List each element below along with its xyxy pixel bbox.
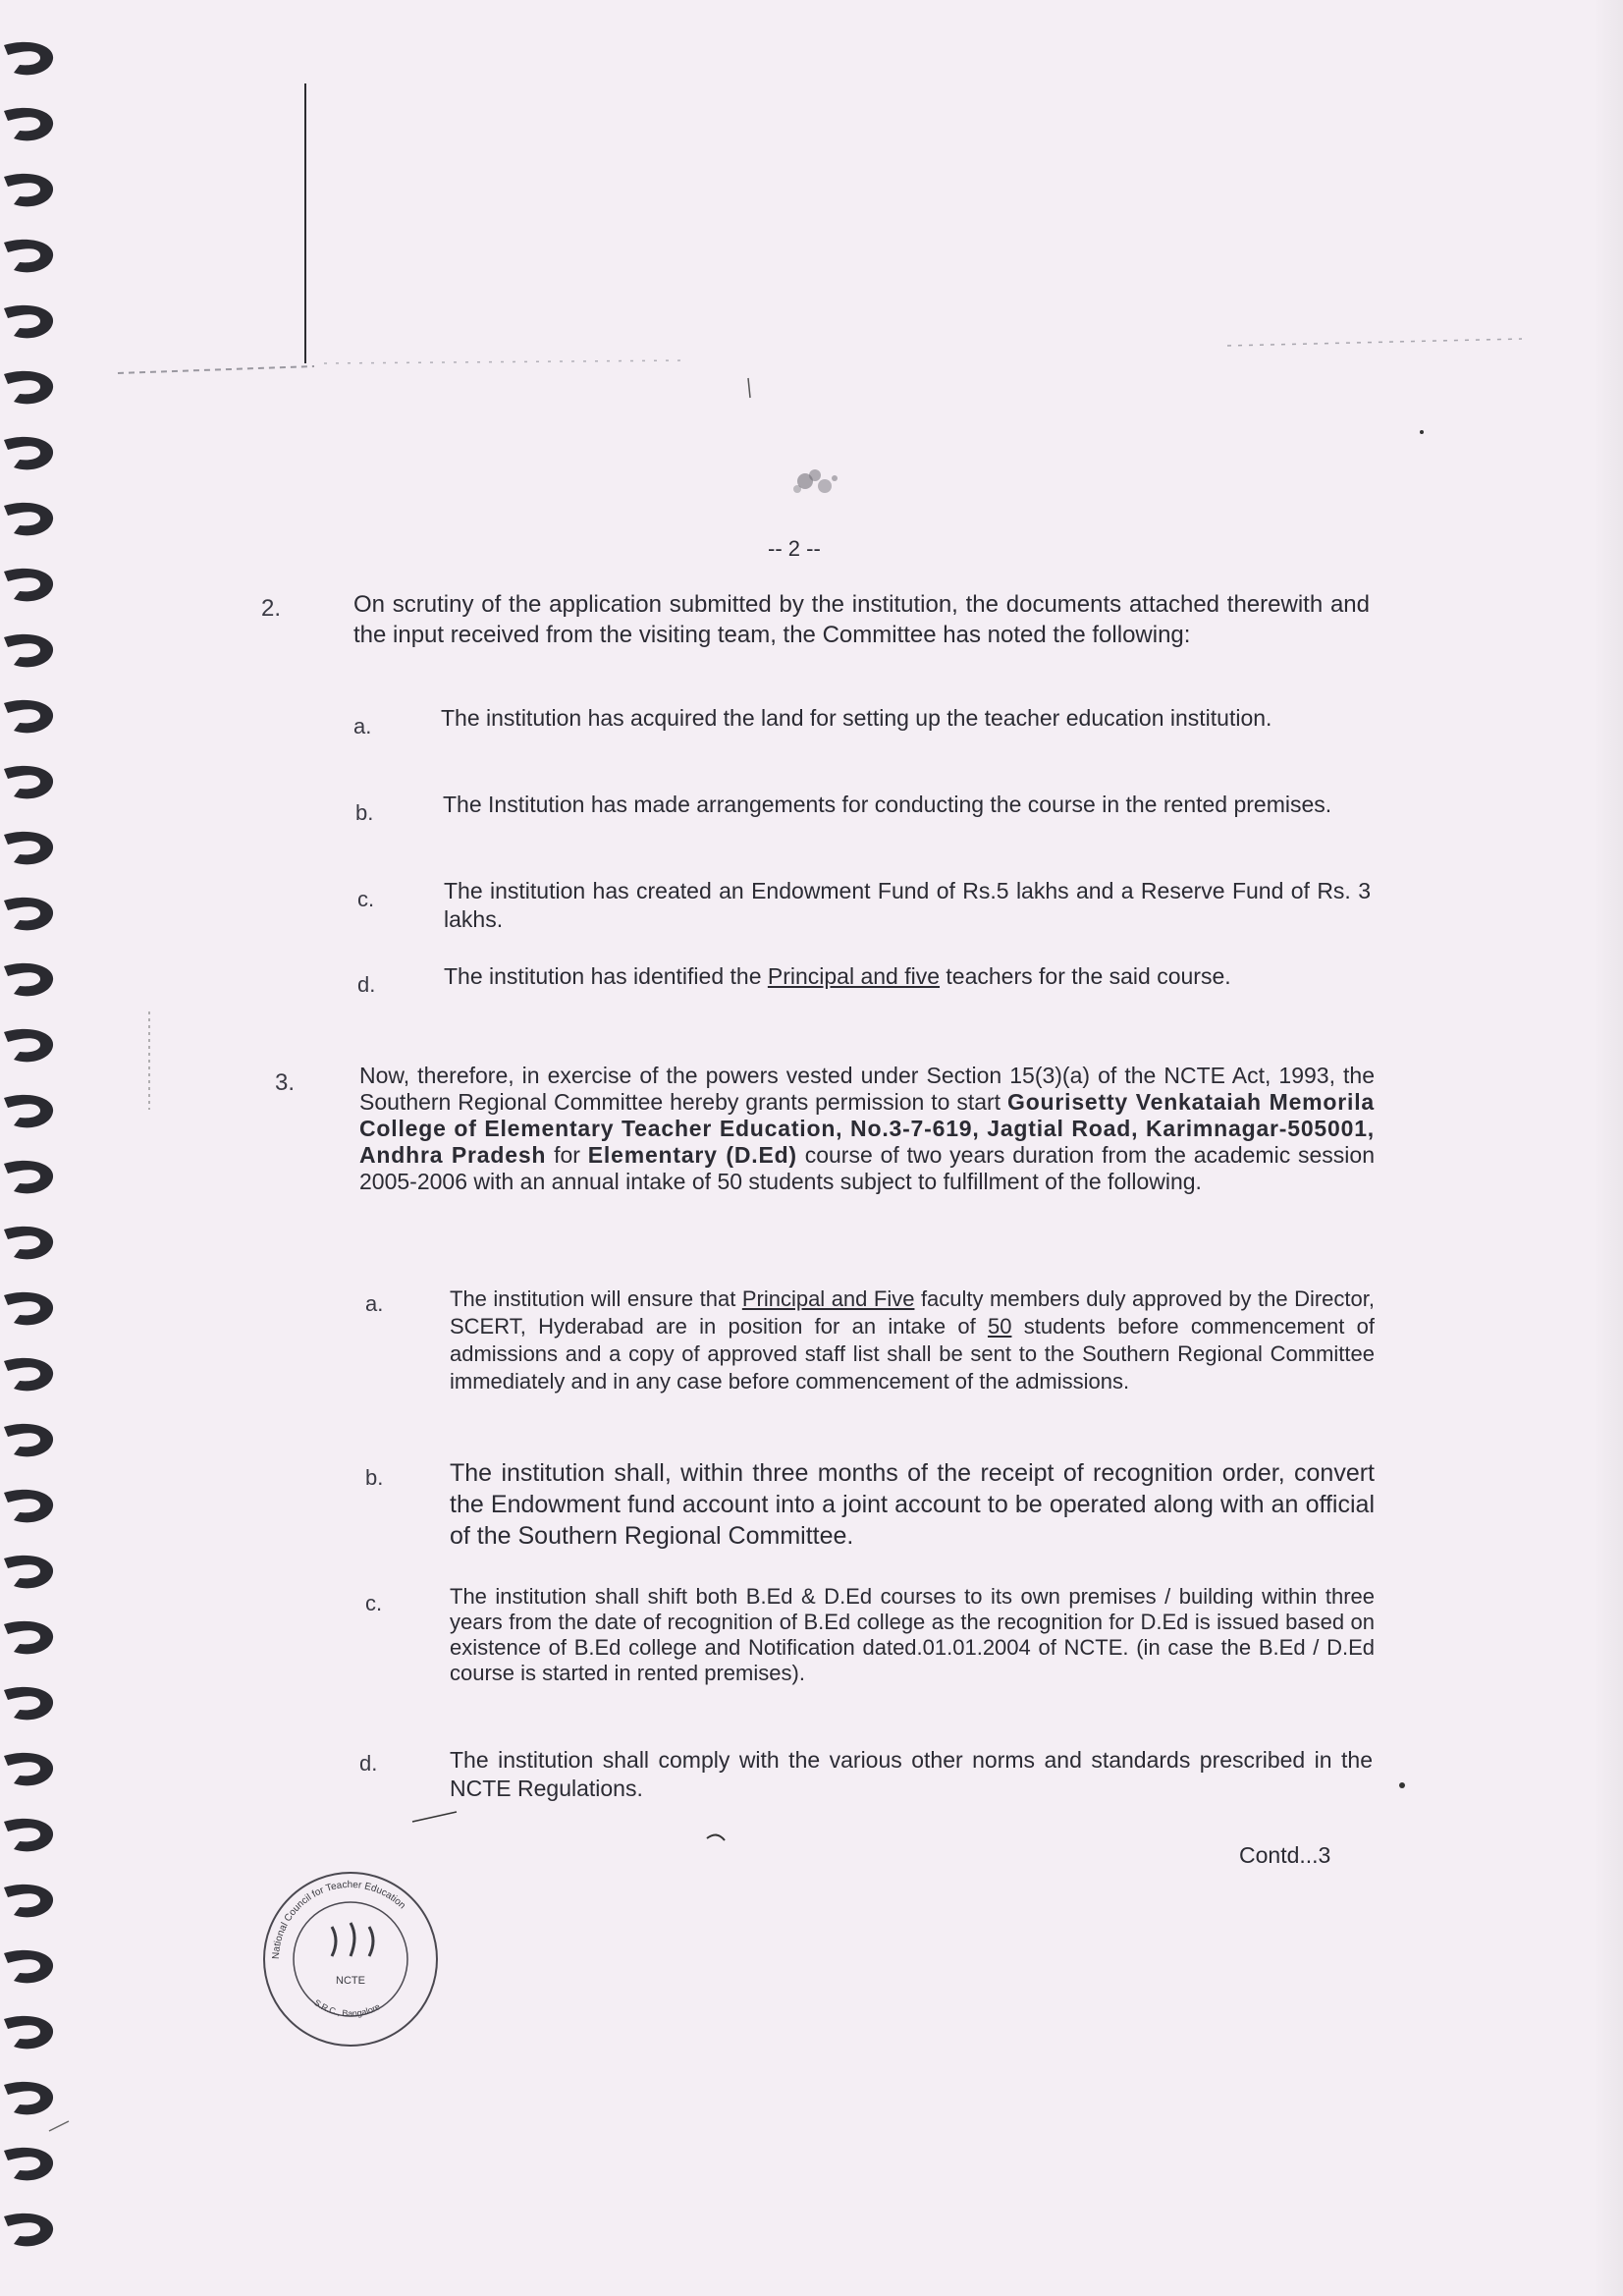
intake-50-underlined: 50 xyxy=(987,1314,1012,1339)
para2-item-a-text: The institution has acquired the land for setting up the teacher education institution. xyxy=(441,705,1272,731)
para3-part2: for xyxy=(546,1142,588,1168)
para3-item-a-label: a. xyxy=(365,1291,384,1316)
para2-item-a-label: a. xyxy=(353,714,372,738)
para3-part1: Now, therefore, in exercise of the powers vested under Section 15(3)(a) of the NCTE Act, 1993, the Southern Regional Committee hereby grants permission to start xyxy=(359,1063,1375,1115)
para3-item-d-text: The institution shall comply with the various other norms and standards prescribed in the NCTE Regulations. xyxy=(450,1747,1373,1801)
para2-item-d-text xyxy=(444,962,1373,991)
seal-inner-text: NCTE xyxy=(336,1975,365,1987)
seal-bottom-text: S.R.C., Bangalore xyxy=(312,1997,382,2019)
para3-item-a-before: The institution will ensure that xyxy=(450,1286,742,1311)
paragraph-2-number: 2. xyxy=(261,595,282,622)
para2-item-d-after: teachers for the said course. xyxy=(940,963,1231,989)
para2-item-b-text: The Institution has made arrangements for conducting the course in the rented premises. xyxy=(443,792,1332,817)
paragraph-3-number: 3. xyxy=(275,1069,296,1096)
para3-part3: course of two years duration from the academic session 2005-2006 with an annual intake of 50 students subject to fulfillment of the following. xyxy=(359,1142,1375,1194)
para3-item-c-text: The institution shall shift both B.Ed & D.Ed courses to its own premises / building within three years from the date of recognition of B.Ed college as the recognition for D.Ed is issued based on existence of B.Ed college and Notification dated.01.01.2004 of NCTE. (in case the B.Ed / D.Ed course is started in rented premises). xyxy=(450,1584,1375,1685)
seal-outer-text: National Council for Teacher Education xyxy=(270,1879,407,1960)
para2-item-c-label: c. xyxy=(357,887,375,911)
para3-item-b-text: The institution shall, within three months of the receipt of recognition order, convert the Endowment fund account into a joint account to be operated along with an official of the Southern Regional Committee. xyxy=(450,1459,1375,1550)
page-right-edge xyxy=(1594,0,1623,2296)
para3-item-d-label: d. xyxy=(359,1751,378,1776)
principal-and-five-underlined-2: Principal and Five xyxy=(741,1286,915,1311)
principal-and-five-underlined: Principal and five xyxy=(767,963,941,989)
spiral-binding-icon xyxy=(0,39,69,2288)
ncte-seal-icon xyxy=(257,1866,444,2052)
continued-marker: Contd...3 xyxy=(1239,1842,1331,1868)
para2-item-c-text: The institution has created an Endowment Fund of Rs.5 lakhs and a Reserve Fund of Rs. 3 lakhs. xyxy=(444,878,1371,932)
para2-item-d-label: d. xyxy=(357,972,376,997)
para2-item-d-before: The institution has identified the xyxy=(444,963,768,989)
svg-text:S.R.C., Bangalore xyxy=(312,1997,382,2018)
para3-item-c-label: c. xyxy=(365,1591,383,1615)
para3-item-a-after: students before commencement of admissions and a copy of approved staff list shall be sent to the Southern Regional Committee immediately and in any case before commencement of the admissions. xyxy=(450,1314,1375,1394)
para3-item-a-mid: faculty members duly approved by the Director, SCERT, Hyderabad are in position for an intake of xyxy=(450,1286,1375,1339)
course-name: Elementary (D.Ed) xyxy=(587,1142,797,1168)
paragraph-2-intro: On scrutiny of the application submitted by the institution, the documents attached therewith and the input received from the visiting team, the Committee has noted the following: xyxy=(353,591,1370,648)
para3-item-a-text xyxy=(450,1285,1375,1395)
paragraph-3-body xyxy=(359,1063,1375,1195)
para2-item-b-label: b. xyxy=(355,800,374,825)
svg-text:National Council for Teacher E xyxy=(271,1880,407,1959)
college-name-address: Gourisetty Venkataiah Memorila College of Elementary Teacher Education, No.3-7-619, Jagtial Road, Karimnagar-505001, Andhra Pradesh xyxy=(359,1089,1375,1168)
para3-item-b-label: b. xyxy=(365,1465,384,1490)
page-number: -- 2 -- xyxy=(768,536,821,561)
